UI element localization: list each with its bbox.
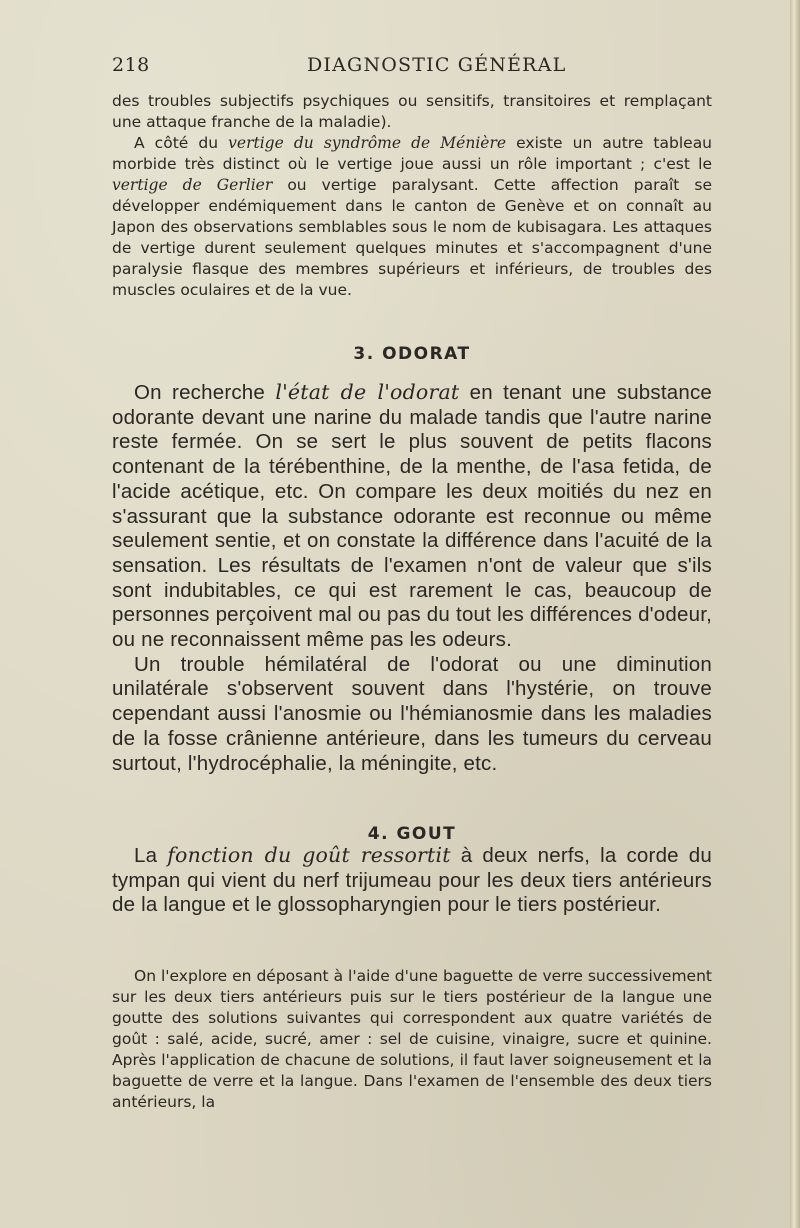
text-span: ou vertige paralysant. Cette affection paraît se développer endémiquement dans le canton de Genève et on connaît au Japon des observations semblables sous le nom de kubisagara. Les attaques de vertige durent seulement quelques minutes et s'accompagnent d'une paralysie flasque des membres supérieurs et inférieurs, de troubles des muscles oculaires et de la vue. [112,176,713,299]
text-span: La [134,844,168,867]
italic-term-meniere: vertige du syndrôme de Ménière [228,134,507,152]
paragraph-odorat-pathology: Un trouble hémilatéral de l'odorat ou une diminution unilatérale s'observent souvent dans l'hystérie, on trouve cependant aussi l'anosmie ou l'hémianosmie dans les maladies de la fosse crânienne antérieure, dans les tumeurs du cerveau surtout, l'hydrocéphalie, la méningite, etc. [112,652,712,775]
odorat-text-block [112,380,712,776]
text-span: A côté du [134,134,229,152]
page-edge [790,0,800,1228]
text-span: On recherche [134,381,276,404]
paragraph-gerlier [112,133,712,301]
italic-term-gerlier: vertige de Gerlier [112,176,273,194]
page-number: 218 [112,54,150,76]
text-span: à deux nerfs, la corde du tympan qui vient du nerf trijumeau pour les deux tiers antérieurs de la langue et le glossopharyngien pour le tiers postérieur. [112,844,712,917]
running-title: DIAGNOSTIC GÉNÉRAL [307,54,567,76]
text-span: en tenant une substance odorante devant une narine du malade tandis que l'autre narine reste fermée. On se sert le plus souvent de petits flacons contenant de la térébenthine, de la menthe, de l'asa fetida, de l'acide acétique, etc. On compare les deux moitiés du nez en s'assurant que la substance odorante est reconnue ou même seulement sentie, et on constate la différence dans l'acuité de la sensation. Les résultats de l'examen n'ont de valeur que s'ils sont indubitables, ce qui est rarement le cas, beaucoup de personnes perçoivent mal ou pas du tout les différences d'odeur, ou ne reconnaissent même pas les odeurs. [112,381,713,652]
page-header [112,54,720,84]
paragraph-odorat-method [112,380,712,653]
gout-method-block [112,966,712,1113]
paragraph-gout-nerves [112,843,712,918]
text-span: existe un autre tableau morbide très distinct où le vertige joue aussi un rôle important ; c'est le [112,134,713,173]
gout-text-block [112,843,712,918]
italic-term-gout: fonction du goût ressortit [167,843,451,867]
paragraph-continuation: des troubles subjectifs psychiques ou sensitifs, transitoires et remplaçant une attaque franche de la maladie). [112,92,712,131]
section-heading-odorat: 3. ODORAT [353,344,471,364]
section-heading-gout: 4. GOUT [367,824,457,844]
paragraph-gout-method: On l'explore en déposant à l'aide d'une baguette de verre successivement sur les deux tiers antérieurs puis sur le tiers postérieur de la langue une goutte des solutions suivantes qui correspondent aux quatre variétés de goût : salé, acide, sucré, amer : sel de cuisine, vinaigre, sucre et quinine. Après l'application de chacune de solutions, il faut laver soigneusement et la baguette de verre et la langue. Dans l'examen de l'ensemble des deux tiers antérieurs, la [112,967,712,1111]
vertigo-text-block [112,91,712,301]
italic-term-odorat: l'état de l'odorat [275,380,460,404]
